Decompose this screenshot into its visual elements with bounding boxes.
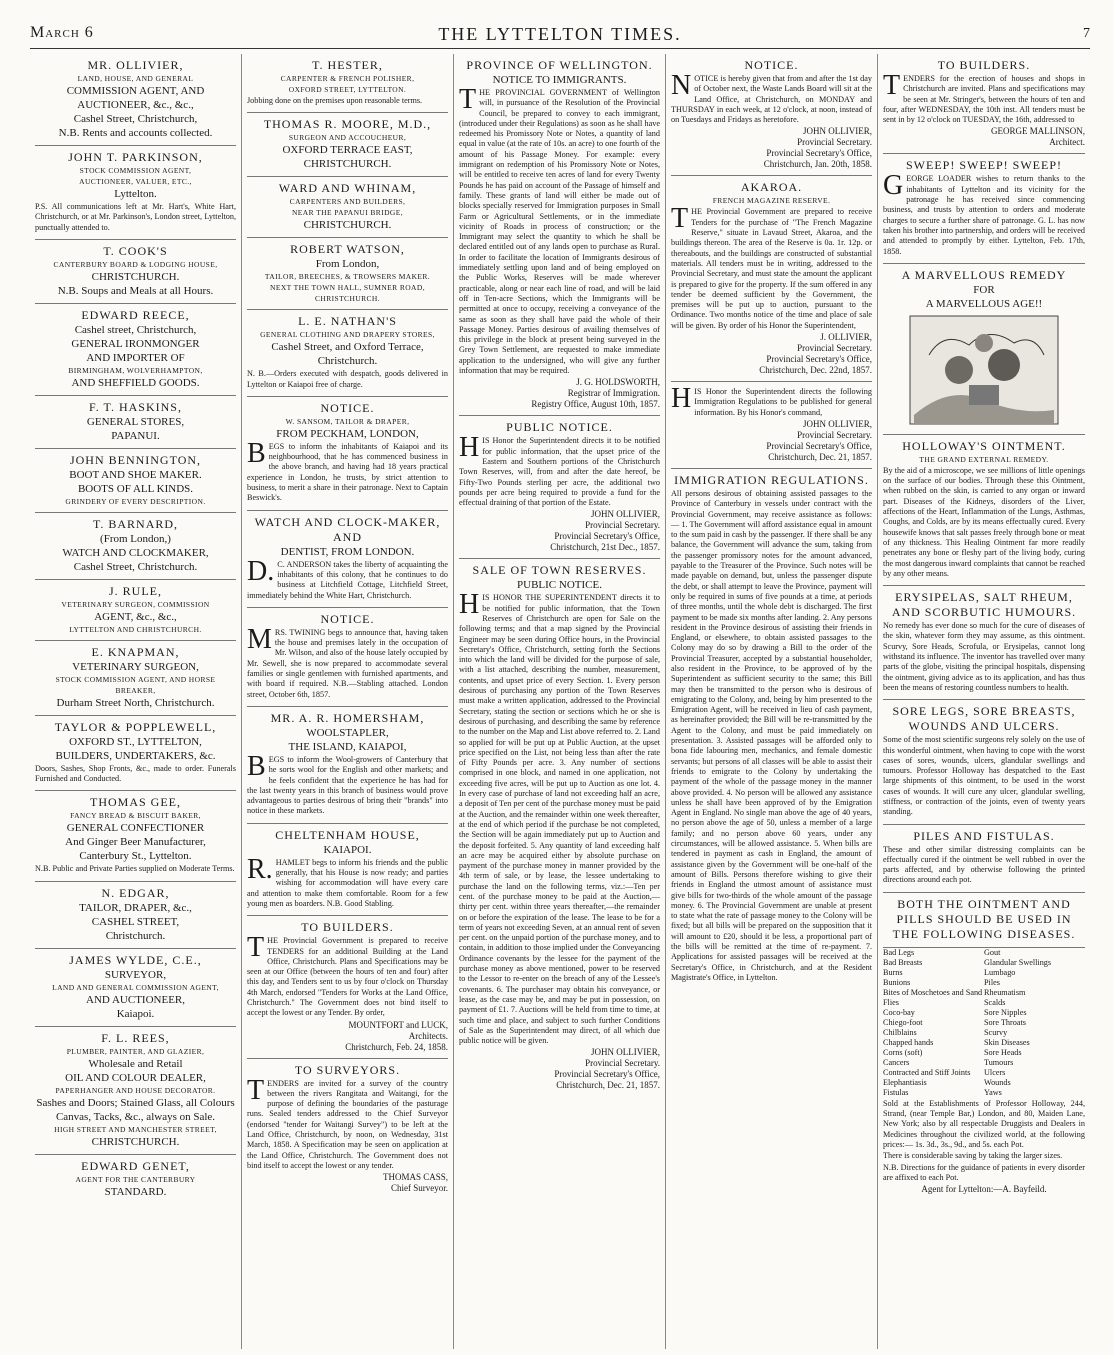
advertisement	[35, 641, 236, 716]
signature-line: Christchurch, Dec. 21, 1857.	[556, 1080, 660, 1091]
ad-heading-line: LYTTELTON AND CHRISTCHURCH.	[69, 624, 202, 634]
ad-heading-line: VETERINARY SURGEON, COMMISSION	[61, 599, 210, 609]
ad-heading-line: Wholesale and Retail	[88, 1057, 183, 1070]
ad-body: N. B.—Orders executed with despatch, goods delivered in Lyttelton or Kaiapoi free of charge.	[247, 369, 448, 389]
drop-capital: T	[883, 70, 901, 101]
signature-line: J. OLLIVIER,	[820, 332, 872, 343]
ad-heading-line: SURGEON AND ACCOUCHEUR,	[288, 133, 407, 143]
disease-item: Burns	[883, 967, 903, 977]
disease-item: Bunions	[883, 977, 911, 987]
ad-heading-line: JAMES WYLDE, C.E.,	[69, 952, 202, 967]
advertisement	[247, 177, 448, 238]
ad-heading-line: Lyttelton.	[114, 188, 157, 200]
ad-heading-line: OXFORD STREET, LYTTELTON.	[288, 85, 407, 94]
ad-heading-line: FOR	[973, 283, 995, 296]
ad-heading-line: FANCY BREAD & BISCUIT BAKER,	[70, 811, 201, 821]
ad-heading-line: HIGH STREET AND MANCHESTER STREET,	[54, 1124, 217, 1134]
ad-heading-line: CHRISTCHURCH.	[91, 270, 180, 283]
disease-item: Yaws	[984, 1087, 1002, 1097]
ad-heading-line: NOTICE.	[320, 400, 375, 415]
drop-capital: T	[459, 84, 477, 115]
advertisement	[247, 1059, 448, 1200]
ad-body: THE Provincial Government are prepared to receive Tenders for the purchase of "The French Magazine Reserve," situate in Lavaud Street, Akaroa, and the buildings thereon. The area of the Reserve is 0a. 1r. 12p. or thereabouts, and the buildings are constructed of substantial materials. All tenders must be in writing, addressed to the Provincial Secretary, and must state the amount the applicant is prepared to give for the property. If the sum offered in any tender be deemed sufficient by the Government, the premises will be put up to auction, pursuant to the Ordinance. Two months notice of the time and place of sale will be given. By order of his Honor the Superintendent,	[671, 203, 872, 330]
disease-item: Sore Nipples	[984, 1007, 1027, 1017]
advertisement	[671, 176, 872, 382]
disease-item: Bad Breasts	[883, 957, 923, 967]
advertisement	[247, 608, 448, 707]
disease-item: Fistulas	[883, 1087, 909, 1097]
ad-heading-line: W. SANSOM, TAILOR & DRAPER,	[285, 416, 410, 426]
disease-item: Glandular Swellings	[984, 957, 1052, 967]
ad-heading-line: (From London,)	[100, 532, 171, 545]
drop-capital: T	[671, 203, 689, 235]
signature-line: Christchurch, Jan. 20th, 1858.	[763, 159, 872, 170]
advertisement	[35, 54, 236, 146]
allegorical-engraving-icon	[909, 315, 1059, 425]
advertisement	[247, 511, 448, 608]
disease-item: Ulcers	[984, 1067, 1006, 1077]
ad-heading-line: THOMAS GEE,	[90, 795, 181, 810]
drop-capital: T	[247, 932, 265, 964]
signature-line: Architects.	[408, 1030, 448, 1041]
advertisement	[883, 825, 1085, 893]
signature-line: GEORGE MALLINSON,	[991, 126, 1085, 137]
disease-item: Sore Throats	[984, 1017, 1026, 1027]
ad-heading-line: EDWARD REECE,	[81, 307, 190, 322]
ad-body: NOTICE is hereby given that from and after the 1st day of October next, the Waste Lands Board will sit at the Land Office, at Christchurch, on MONDAY and THURSDAY in each week, at 12 o'clock, at noon, instead of on Tuesdays and Fridays as heretofore.	[671, 70, 872, 125]
advertisement	[459, 559, 660, 1096]
advertisement	[883, 893, 1085, 948]
ad-heading-line: THOMAS R. MOORE, M.D.,	[263, 117, 432, 132]
advertisement	[671, 382, 872, 469]
advertisement	[35, 449, 236, 513]
ad-heading-line: CANTERBURY BOARD & LODGING HOUSE,	[53, 259, 218, 269]
ad-heading-line: PUBLIC NOTICE.	[517, 579, 602, 592]
advertisement	[883, 54, 1085, 154]
advertisement	[35, 1155, 236, 1204]
disease-item: Sore Heads	[984, 1047, 1022, 1057]
ad-heading-line: Kaiapoi.	[116, 1007, 155, 1020]
drop-capital: H	[671, 383, 692, 415]
drop-capital: R.	[247, 853, 273, 885]
advertisement	[247, 310, 448, 397]
ad-heading-line: EDWARD GENET,	[81, 1158, 190, 1173]
page-number: 7	[1083, 26, 1090, 41]
ad-heading-line: MR. A. R. HOMERSHAM,	[270, 710, 425, 725]
ad-heading-line: GENERAL STORES,	[86, 415, 185, 428]
ad-heading-line: T. BARNARD,	[92, 516, 179, 531]
column-3	[454, 54, 666, 1349]
ad-heading-line: CHRISTCHURCH.	[91, 1135, 180, 1148]
advertisement	[35, 146, 236, 240]
ad-heading-line: J. RULE,	[109, 583, 162, 598]
ad-body: D. C. ANDERSON takes the liberty of acquainting the inhabitants of this colony, that he continues to do business at Litchfield Cottage, Litchfield Street, immediately behind the White Hart, Christchurch.	[247, 555, 448, 600]
disease-item: Bites of Moschetoes and Sand Flies	[883, 987, 983, 1007]
ad-heading-line: Durham Street North, Christchurch.	[56, 696, 215, 709]
ad-heading-line: BUILDERS, UNDERTAKERS, &c.	[55, 749, 216, 762]
signature-line: Provincial Secretary's Office,	[554, 531, 660, 542]
ad-heading-line: SALE OF TOWN RESERVES.	[472, 563, 647, 578]
ad-heading-line: GENERAL CLOTHING AND DRAPERY STORES,	[260, 330, 435, 340]
ad-heading-line: OIL AND COLOUR DEALER,	[65, 1071, 206, 1084]
diseases-left-list	[883, 948, 984, 1098]
ad-body: HIS Honor the Superintendent directs it to be notified for public information, that the upset price of the Eastern and Southern portions of the Christchurch Town Reserves, will, from and after the date hereof, be Fifty-Two Pounds sterling per acre, the additional two pounds per acre being required to provide a fund for the effectual draining of that portion of the Estate.	[459, 432, 660, 508]
ad-heading-line: DENTIST, FROM LONDON.	[280, 545, 415, 558]
advertisement	[35, 580, 236, 641]
advertisement	[883, 154, 1085, 263]
advertisement	[35, 396, 236, 449]
ad-heading-line: E. KNAPMAN,	[91, 644, 180, 659]
advertisement	[883, 264, 1085, 435]
ad-heading-line: Cashel Street, and Oxford Terrace, Christchurch.	[271, 341, 424, 368]
ad-body: These and other similar distressing complaints can be effectually cured if the ointment be well rubbed in over the parts affected, and by otherwise following the printed directions around each pot.	[883, 844, 1085, 885]
ad-heading-line: N. EDGAR,	[101, 885, 170, 900]
signature-line: THOMAS CASS,	[382, 1172, 448, 1183]
ad-heading-line: THE ISLAND, KAIAPOI,	[288, 740, 407, 753]
advertisement	[35, 791, 236, 881]
ad-heading-line: WARD AND WHINAM,	[278, 181, 417, 196]
ad-heading-line: BOTH THE OINTMENT AND PILLS SHOULD BE USED IN THE FOLLOWING DISEASES.	[892, 896, 1076, 941]
advertisement	[247, 397, 448, 511]
signature-line: Provincial Secretary's Office,	[766, 148, 872, 159]
ad-heading-line: PILES AND FISTULAS.	[913, 828, 1055, 843]
ad-heading-line: T. HESTER,	[312, 58, 383, 72]
signature-line: Provincial Secretary.	[585, 520, 660, 531]
ad-heading-line: AND SHEFFIELD GOODS.	[71, 376, 200, 389]
ad-heading-line: L. E. NATHAN'S	[298, 314, 397, 329]
disease-item: Tumours	[984, 1057, 1014, 1067]
ad-heading-line: NOTICE.	[320, 611, 375, 626]
ad-heading-line: THE GRAND EXTERNAL REMEDY.	[919, 454, 1049, 464]
drop-capital: B	[247, 437, 266, 469]
header-date: March 6	[30, 24, 94, 41]
ad-heading-line: Canterbury St., Lyttelton.	[79, 850, 192, 863]
signature-line: Provincial Secretary's Office,	[554, 1069, 660, 1080]
ad-heading-line: AKAROA.	[740, 180, 803, 195]
signature-line: Registry Office, August 10th, 1857.	[531, 399, 660, 410]
disease-item: Bad Legs	[883, 947, 915, 957]
ad-heading-line: F. L. REES,	[101, 1030, 170, 1045]
signature-line: J. G. HOLDSWORTH,	[576, 377, 660, 388]
advertisement	[883, 700, 1085, 824]
ad-heading-line: A MARVELLOUS REMEDY	[901, 267, 1067, 282]
ad-heading-line: CARPENTERS AND BUILDERS,	[289, 197, 406, 207]
masthead-title: THE LYTTELTON TIMES.	[438, 24, 682, 44]
ad-heading-line: SWEEP! SWEEP! SWEEP!	[906, 158, 1062, 173]
ad-heading-line: Cashel street, Christchurch,	[74, 323, 197, 336]
signature-line: Christchurch, Feb. 24, 1858.	[345, 1041, 448, 1052]
ad-body: R. HAMLET begs to inform his friends and the public generally, that his House is now ready; and parties wishing for accommodation will have every care and attention to make them comfortable. Room for a few young men as boarders. N.B. Good Stabling.	[247, 853, 448, 908]
ad-heading-line: PROVINCE OF WELLINGTON.	[466, 58, 653, 72]
advertisement	[671, 54, 872, 176]
ad-body: Jobbing done on the premises upon reasonable terms.	[247, 96, 423, 105]
ad-heading-line: JOHN T. PARKINSON,	[68, 150, 203, 164]
ad-heading-line: STANDARD.	[104, 1185, 167, 1198]
ad-body: HIS Honor the Superintendent directs the following Immigration Regulations to be published for general information. By his Honor's command,	[671, 383, 872, 417]
saving-note: There is considerable saving by taking the larger sizes.	[883, 1151, 1063, 1161]
ad-body: GEORGE LOADER wishes to return thanks to the inhabitants of Lyttelton and its vicinity for the patronage he has received since commencing business, and trusts by attention to orders and moderate charges to secure a further share of patronage. G. L. has now taken his brother into partnership, and orders will be received and attended to promptly by either. Lyttelton, Feb. 17th, 1858.	[883, 170, 1085, 256]
ad-heading-line: WATCH AND CLOCK-MAKER, AND	[254, 514, 441, 544]
disease-item: Scalds	[984, 997, 1006, 1007]
advertisement	[247, 113, 448, 177]
ad-heading-line: N.B. Soups and Meals at all Hours.	[57, 284, 214, 297]
ad-heading-line: ROBERT WATSON,	[290, 242, 405, 257]
drop-capital: N	[671, 70, 692, 101]
signature-line: Christchurch, Dec. 21, 1857.	[768, 451, 872, 462]
drop-capital: T	[247, 1074, 265, 1106]
ad-heading-line: PAPERHANGER AND HOUSE DECORATOR.	[55, 1085, 216, 1095]
advertisement	[883, 435, 1085, 586]
signature-line: Provincial Secretary's Office,	[766, 440, 872, 451]
advertisement	[35, 716, 236, 792]
advertisement	[247, 916, 448, 1058]
advertisement	[459, 416, 660, 559]
drop-capital: G	[883, 170, 904, 202]
ad-heading-line: NEXT THE TOWN HALL, SUMNER ROAD, CHRISTCHURCH.	[270, 283, 425, 304]
ad-heading-line: F. T. HASKINS,	[89, 399, 182, 414]
ad-body: MRS. TWINING begs to announce that, having taken the house and premises lately in the occupation of Mr. Wilson, and also of the house lately occupied by Mr. Sewell, she is now prepared to accommodate several families or single gentlemen with furnished apartments, and with board if required. N.B.—Stabling attached. London street, October 6th, 1857.	[247, 623, 448, 699]
signature-line: JOHN OLLIVIER,	[591, 509, 660, 520]
ad-heading-line: NEAR THE PAPANUI BRIDGE,	[291, 208, 403, 218]
ad-heading-line: AND AUCTIONEER,	[86, 993, 185, 1006]
nb-note: N.B. Directions for the guidance of patients in every disorder are affixed to each Pot.	[883, 1162, 1085, 1182]
ad-heading-line: T. COOK'S	[103, 243, 168, 258]
ad-heading-line: HOLLOWAY'S OINTMENT.	[902, 438, 1066, 453]
ad-heading-line: OXFORD TERRACE EAST,	[282, 144, 413, 157]
disease-item: Chilblains	[883, 1027, 917, 1037]
advertisement	[671, 469, 872, 989]
signature-line: Christchurch, 21st Dec., 1857.	[550, 542, 660, 553]
signature-line: Chief Surveyor.	[391, 1183, 448, 1194]
ad-heading-line: OXFORD ST., LYTTELTON,	[69, 735, 202, 748]
ad-heading-line: GENERAL IRONMONGER	[71, 337, 200, 350]
ad-heading-line: Cashel Street, Christchurch,	[73, 113, 198, 125]
ad-heading-line: GRINDERY OF EVERY DESCRIPTION.	[65, 496, 206, 506]
ad-heading-line: TO BUILDERS.	[937, 58, 1031, 72]
ad-heading-line: Christchurch.	[105, 929, 166, 942]
column-1	[30, 54, 242, 1349]
page-header	[30, 22, 1090, 49]
advertisement	[247, 824, 448, 916]
advertisement	[247, 707, 448, 824]
diseases-table	[883, 948, 1085, 1098]
signature-line: MOUNTFORT and LUCK,	[348, 1019, 448, 1030]
ad-heading-line: LAND AND GENERAL COMMISSION AGENT,	[52, 982, 219, 992]
ad-heading-line: BIRMINGHAM, WOLVERHAMPTON,	[68, 365, 203, 375]
advertisement	[35, 882, 236, 949]
ad-body: TENDERS are invited for a survey of the country between the rivers Rangitata and Waitangi, for the purpose of defining the boundaries of the pasturage runs. Sealed tenders addressed to the Chief Surveyor (endorsed "tender for Waitangi Survey") to be left at the Land Office, Christchurch, by noon, on Wednesday, 31st March, 1858. A Specification may be seen on application at the Land Office, Christchurch. The Government does not bind itself to accept the lowest or any tender.	[247, 1074, 448, 1170]
disease-item: Contracted and Stiff Joints	[883, 1067, 971, 1077]
disease-item: Chiego-foot	[883, 1017, 923, 1027]
ad-heading-line: Cashel Street, Christchurch.	[73, 560, 198, 573]
ad-heading-line: SURVEYOR,	[104, 968, 167, 981]
ad-heading-line: Canvas, Tacks, &c., always on Sale.	[55, 1110, 216, 1123]
ad-heading-line: ERYSIPELAS, SALT RHEUM, AND SCORBUTIC HUMOURS.	[891, 590, 1077, 620]
ad-heading-line: AGENT, &c., &c.,	[94, 610, 177, 623]
ad-heading-line: IMMIGRATION REGULATIONS.	[674, 472, 869, 487]
ad-heading-line: TAYLOR & POPPLEWELL,	[54, 719, 217, 734]
ad-body: P.S. All communications left at Mr. Hart's, White Hart, Christchurch, or at Mr. Parkinson's, London street, Lyttelton, punctually attended to.	[35, 202, 236, 232]
ad-heading-line: BOOTS OF ALL KINDS.	[77, 482, 194, 495]
ad-heading-line: CARPENTER & FRENCH POLISHER,	[280, 74, 415, 83]
agent-line: Agent for Lyttelton:—A. Bayfeild.	[921, 1184, 1047, 1195]
disease-item: Chapped hands	[883, 1037, 934, 1047]
signature-line: Provincial Secretary.	[797, 429, 872, 440]
drop-capital: D.	[247, 555, 275, 587]
drop-capital: M	[247, 623, 272, 655]
drop-capital: H	[459, 589, 480, 621]
ad-heading-line: AUCTIONEER, VALUER, ETC.,	[79, 177, 192, 186]
ad-heading-line: PLUMBER, PAINTER, AND GLAZIER,	[66, 1046, 205, 1056]
ad-heading-line: PUBLIC NOTICE.	[506, 420, 613, 435]
ad-heading-line: AGENT FOR THE CANTERBURY	[75, 1174, 196, 1184]
ad-body: No remedy has ever done so much for the cure of diseases of the skin, whatever form they may assume, as this ointment. Scurvy, Sore Heads, Scrofula, or Erysipelas, cannot long withstand its influence. The inventor has travelled over many parts of the globe, visiting the principal hospitals, dispensing the ointment, giving advice as to its application, and has thus been the means of restoring countless numbers to health.	[883, 621, 1085, 692]
ad-heading-line: TO SURVEYORS.	[294, 1062, 401, 1077]
ad-heading-line: And Ginger Beer Manufacturer,	[65, 836, 206, 849]
ad-heading-line: AND IMPORTER OF	[86, 351, 185, 364]
signature-line: Registrar of Immigration.	[567, 388, 660, 399]
signature-line: JOHN OLLIVIER,	[803, 126, 872, 137]
ad-body: HIS HONOR THE SUPERINTENDENT directs it to be notified for public information, that the Town Reserves of Christchurch are open for Sale on the following terms; and that a map signed by the Provincial Engineer may be seen during Office hours, in the Provincial Secretary's Office, Christchurch, setting forth the Sections into which the land will be divided for the purpose of sale, with a list attached, describing the number, measurement, contents, and upset price of every Section. 1. Every person desirous of purchasing any portion of the Town Reserves must make a written application, addressed to the Provincial Secretary, stating the section or sections which he or she is desirous of purchasing, and describing the same by reference to the number on the Map and List above referred to. 2. Land so applied for will be put up at Public Auction, at the upset price specified on the List, not being less than after the rate of Fifty Pounds per acre. 3. Any number of sections comprised in one block, and named in one application, not exceeding five acres, will be put up to Auction as one lot. 4. In every case of purchase of land not exceeding half an acre, a deposit of Ten per cent of the purchase money must be paid at the Auction, and the remainder within one week thereafter, at the end of which period if the purchase be not completed, the Section will be again immediately put up to Auction and the deposit forfeited. 5. Any quantity of land exceeding half an acre may be acquired either by absolute purchase on payment of the purchase money in manner provided by the 4th term of sale, or by lease, the lessee undertaking to purchase the land on the following terms, viz.:—Ten per cent. of the purchase money to be paid at the Auction,—thirty per cent. within three years thereafter,—the remainder on or before the expiration of the lease. The lease to be for a term of years not exceeding Seven, at an annual rent of seven per cent. on the unpaid portion of the purchase money, and to contain, in addition to those implied under the Conveyancing Ordinance covenants by the lessee for the payment of the purchase money as above mentioned, power to be reserved to the Lessor to re-enter on the breach of any of the Lessee's covenants. 6. The purchaser may obtain his conveyance, or lease, as the case may be, and may be put in possession, on payment of £1. 7. Auctions will be held from time to time, at such time and place, and subject to such further Conditions of Sale as the Superintendent may direct, of all which due public notice will be given.	[459, 589, 660, 1046]
drop-capital: H	[459, 432, 480, 464]
ad-heading-line: CHELTENHAM HOUSE,	[275, 827, 420, 842]
columns	[30, 54, 1090, 1349]
advertisement	[459, 54, 660, 416]
ad-body: TENDERS for the erection of houses and shops in Christchurch are invited. Plans and specifications may be seen at Mr. Stringer's, between the hours of ten and four, after WEDNESDAY, the 10th inst. All tenders must be sent in by 12 o'clock on TUESDAY, the 16th, addressed to	[883, 70, 1085, 125]
ad-body: By the aid of a microscope, we see millions of little openings on the surface of our bodies. Through these this Ointment, when rubbed on the skin, is carried to any organ or inward part. Diseases of the Kidneys, disorders of the Liver, affections of the Heart, Inflammation of the Lungs, Asthmas, Coughs, and Colds, are by its means effectually cured. Every housewife knows that salt passes freely through bone or meat of any thickness. This Healing Ointment far more readily penetrates any bone or fleshy part of the living body, curing the most dangerous inward complaints that cannot be reached by any other means.	[883, 465, 1085, 578]
disease-item: Scurvy	[984, 1027, 1008, 1037]
ad-heading-line: BOOT AND SHOE MAKER.	[69, 468, 202, 481]
disease-item: Elephantiasis	[883, 1077, 927, 1087]
advertisement	[247, 54, 448, 113]
ad-heading-line: CHRISTCHURCH.	[303, 219, 392, 232]
ad-heading-line: TAILOR, BREECHES, & TROWSERS MAKER.	[264, 272, 431, 282]
signature-line: Provincial Secretary.	[585, 1058, 660, 1069]
ad-heading-line: FROM PECKHAM, LONDON,	[276, 427, 419, 440]
ad-heading-line: CASHEL STREET,	[91, 915, 180, 928]
ad-heading-line: COMMISSION AGENT, AND AUCTIONEER, &c., &c.,	[66, 85, 205, 111]
ad-heading-line: WATCH AND CLOCKMAKER,	[62, 546, 209, 559]
disease-item: Skin Diseases	[984, 1037, 1030, 1047]
disease-item: Gout	[984, 947, 1001, 957]
signature-line: Provincial Secretary.	[797, 137, 872, 148]
advertisement	[35, 513, 236, 580]
advertisement	[35, 1027, 236, 1155]
advertisement	[35, 949, 236, 1027]
advertisement	[883, 586, 1085, 700]
diseases-right-list	[984, 948, 1085, 1098]
sold-at-text: Sold at the Establishments of Professor Holloway, 244, Strand, (near Temple Bar,) London, and 80, Maiden Lane, New York; also by all respectable Druggists and Dealers in Medicines throughout the civilized world, at the following prices:— 1s. 3d., 3s., 9d., and 5s. each Pot.	[883, 1098, 1085, 1149]
ad-body: THE PROVINCIAL GOVERNMENT of Wellington will, in pursuance of the Resolution of the Provincial Council, be prepared to convey to each immigrant, (introduced under their Regulations) as soon as he shall have redeemed his Promissory Note or Notes, a quantity of land equal in value (at the rate of 10s. an acre) to one fourth of the amount of his Passage Money. For example: every immigrant on redemption of his Promissory Note or Notes, will be entitled to receive ten acres of land for every Twenty Pounds he has paid on account of the Passage of himself and family. These grants of land will either be made out of blocks specially reserved for Immigration purposes in Small Farm or Agricultural Settlements, or in the immediate vicinity of Roads in process of construction; or the Immigrant may select the quantity to which he shall be declared entitled out of any lands open to purchase as Rural. In order to facilitate the location of Immigrants desirous of immediately settling upon land and of being employed on the Public Works, Reserves will be made wherever practicable, along or near each line of road, and will be laid off in Ten-acre Sections, which the Immigrants will be permitted at once to occupy, receiving a conveyance of the same as soon as they shall have paid the whole of their Passage Money. Parties desirous of availing themselves of this privilege in the block at present being surveyed in the Grey Town Settlement, are requested to make immediate application to the undersigned, who will give any further information that may be required.	[459, 84, 660, 376]
ad-body: Doors, Sashes, Shop Fronts, &c., made to order. Funerals Furnished and Conducted.	[35, 763, 236, 784]
ad-heading-line: CHRISTCHURCH.	[303, 158, 392, 171]
disease-item: Wounds	[984, 1077, 1011, 1087]
column-2	[242, 54, 454, 1349]
ad-heading-line: SORE LEGS, SORE BREASTS, WOUNDS AND ULCERS.	[892, 704, 1076, 734]
signature-line: Provincial Secretary.	[797, 343, 872, 354]
ad-heading-line: KAIAPOI.	[323, 843, 372, 856]
signature-line: Architect.	[1049, 137, 1085, 148]
disease-item: Coco-bay	[883, 1007, 915, 1017]
ad-heading-line: STOCK COMMISSION AGENT,	[79, 166, 192, 175]
ad-heading-line: MR. OLLIVIER,	[87, 58, 184, 72]
ad-body: All persons desirous of obtaining assisted passages to the Province of Canterbury in vessels under contract with the Provincial Government, may receive assistance as follows:— 1. The Government will afford assistance equal in amount to the sum paid in cash by the passenger. If there shall be any balance, the Government will advance the sum, taking from the passenger promissory notes for the amount advanced, payable to the Treasurer of the Province. Such notes will be made payable on demand, but, unless the passenger dispute the debt, or shall attempt to leave the Province, payment will only be required in sums of five pounds at a time, at periods of three months, until the whole debt is discharged. The first payment to be made six months after landing. 2. Any persons resident in the Province desirous of assisting their friends in England, or elsewhere, to obtain assisted passages to the Colony may do so by drawing a Bill to the order of the Provincial Treasurer, accepted by a substantial householder, also resident in the Province, to be approved of by the Superintendent as sufficient security to the same; this Bill may then be transmitted to the person who is desirous of emigrating to the Colony, and, being by him presented to the Emigration Agent, will be received in lieu of cash payment, as hereinafter provided; the Bill will be re-transmitted by the Agent to the Colony, and must be paid immediately on presentation. 3. Assisted passages will be afforded only to bona fide labouring men, mechanics, and female domestic servants; but persons of all classes will be able to assist their friends to emigrate to the Colony by undertaking the payment of the whole of the passage money in the manner above provided. 4. No person will be allowed any assistance unless he shall have been approved of by the Emigration Agent in England. No single man above the age of 40 years, no person above the age of 50, unless a member of a large family; and no person above 60 years, under any circumstances, will be allowed assistance. 5. When bills are tendered in payment as cash in England, the amount of assistance given by the Government will be one-half of the amount of Bills. Persons therefore wishing to give their friends in England the utmost amount of assistance must give bills for two-thirds of the whole amount of the passage money. 6. The Provincial Government are unable at present to state what the rate of passage money to the Colony will be fixed; but all bills will be prepared on the supposition that it will amount to £20, should it be less, a proportional part of the bills will be remitted at the time of re-payment. 7. Applications for assisted passages will be received at the Secretary's Office, in Christchurch, and at the Resident Magistrate's Office, in Lyttelton.	[671, 488, 872, 982]
ad-heading-line: WOOLSTAPLER,	[306, 726, 389, 739]
advertisement	[35, 304, 236, 396]
ad-heading-line: FRENCH MAGAZINE RESERVE.	[712, 196, 831, 206]
ad-heading-line: JOHN BENNINGTON,	[69, 452, 202, 467]
ad-heading-line: TO BUILDERS.	[301, 920, 394, 935]
signature-line: JOHN OLLIVIER,	[591, 1047, 660, 1058]
column-4	[666, 54, 878, 1349]
ad-heading-line: VETERINARY SURGEON,	[72, 660, 199, 673]
ad-heading-line: A MARVELLOUS AGE!!	[925, 297, 1043, 310]
ad-heading-line: LAND, HOUSE, AND GENERAL	[77, 74, 194, 83]
ad-heading-line: PAPANUI.	[111, 429, 160, 442]
ad-body: BEGS to inform the inhabitants of Kaiapoi and its neighbourhood, that he has commenced business in the above branch, and having had 18 years practical experience in London, he trusts, by strict attention to business, to merit a share in their patronage. Next to Captain Beswick's.	[247, 437, 448, 503]
signature-line: Christchurch, Dec. 22nd, 1857.	[759, 365, 872, 376]
column-5	[878, 54, 1090, 1349]
disease-item: Cancers	[883, 1057, 910, 1067]
disease-item: Corns (soft)	[883, 1047, 923, 1057]
ad-heading-line: N.B. Rents and accounts collected.	[58, 127, 213, 139]
ad-heading-line: From London,	[315, 258, 380, 271]
ad-heading-line: NOTICE.	[744, 58, 799, 72]
ad-heading-line: Sashes and Doors; Stained Glass, all Colours	[36, 1096, 235, 1109]
ad-body: Some of the most scientific surgeons rely solely on the use of this wonderful ointment, when having to cope with the worst cases of sores, wounds, ulcers, glandular swellings and tumours. Professor Holloway has despatched to the East large shipments of this ointment, to be used in the worst cases of wounds. It will cure any ulcer, glandular swelling, stiffness, or contraction of the joints, even of twenty years standing.	[883, 735, 1085, 817]
advertisement	[247, 238, 448, 310]
disease-item: Piles	[984, 977, 1000, 987]
ad-heading-line: NOTICE TO IMMIGRANTS.	[492, 74, 627, 86]
advertisement	[35, 240, 236, 304]
ad-body: THE Provincial Government is prepared to receive TENDERS for an additional Building at the Land Office, Christchurch. Plans and Specifications may be seen at our Office (between the hours of ten and four) after this day, and Tenders sent to us by four o'clock on Thursday 4th March, endorsed "Tenders for Works at the Land Office, Christchurch." The Government does not bind itself to accept the lowest or any Tender. By order,	[247, 932, 448, 1018]
ad-heading-line: GENERAL CONFECTIONER	[66, 822, 205, 835]
drop-capital: B	[247, 750, 266, 782]
ad-body: BEGS to inform the Wool-growers of Canterbury that he sorts wool for the English and other markets; and he feels confident that the experience he has had for the last twenty years in this branch of business would prove advantageous to parties desirous of bring their "brands" into notice in these markets.	[247, 750, 448, 816]
signature-line: JOHN OLLIVIER,	[803, 418, 872, 429]
signature-line: Provincial Secretary's Office,	[766, 354, 872, 365]
ad-body: N.B. Public and Private Parties supplied on Moderate Terms.	[35, 864, 235, 874]
disease-item: Rheumatism	[984, 987, 1026, 997]
disease-item: Lumbago	[984, 967, 1016, 977]
ad-heading-line: STOCK COMMISSION AGENT, AND HORSE BREAKER,	[55, 674, 216, 695]
ad-heading-line: TAILOR, DRAPER, &c.,	[79, 901, 192, 914]
